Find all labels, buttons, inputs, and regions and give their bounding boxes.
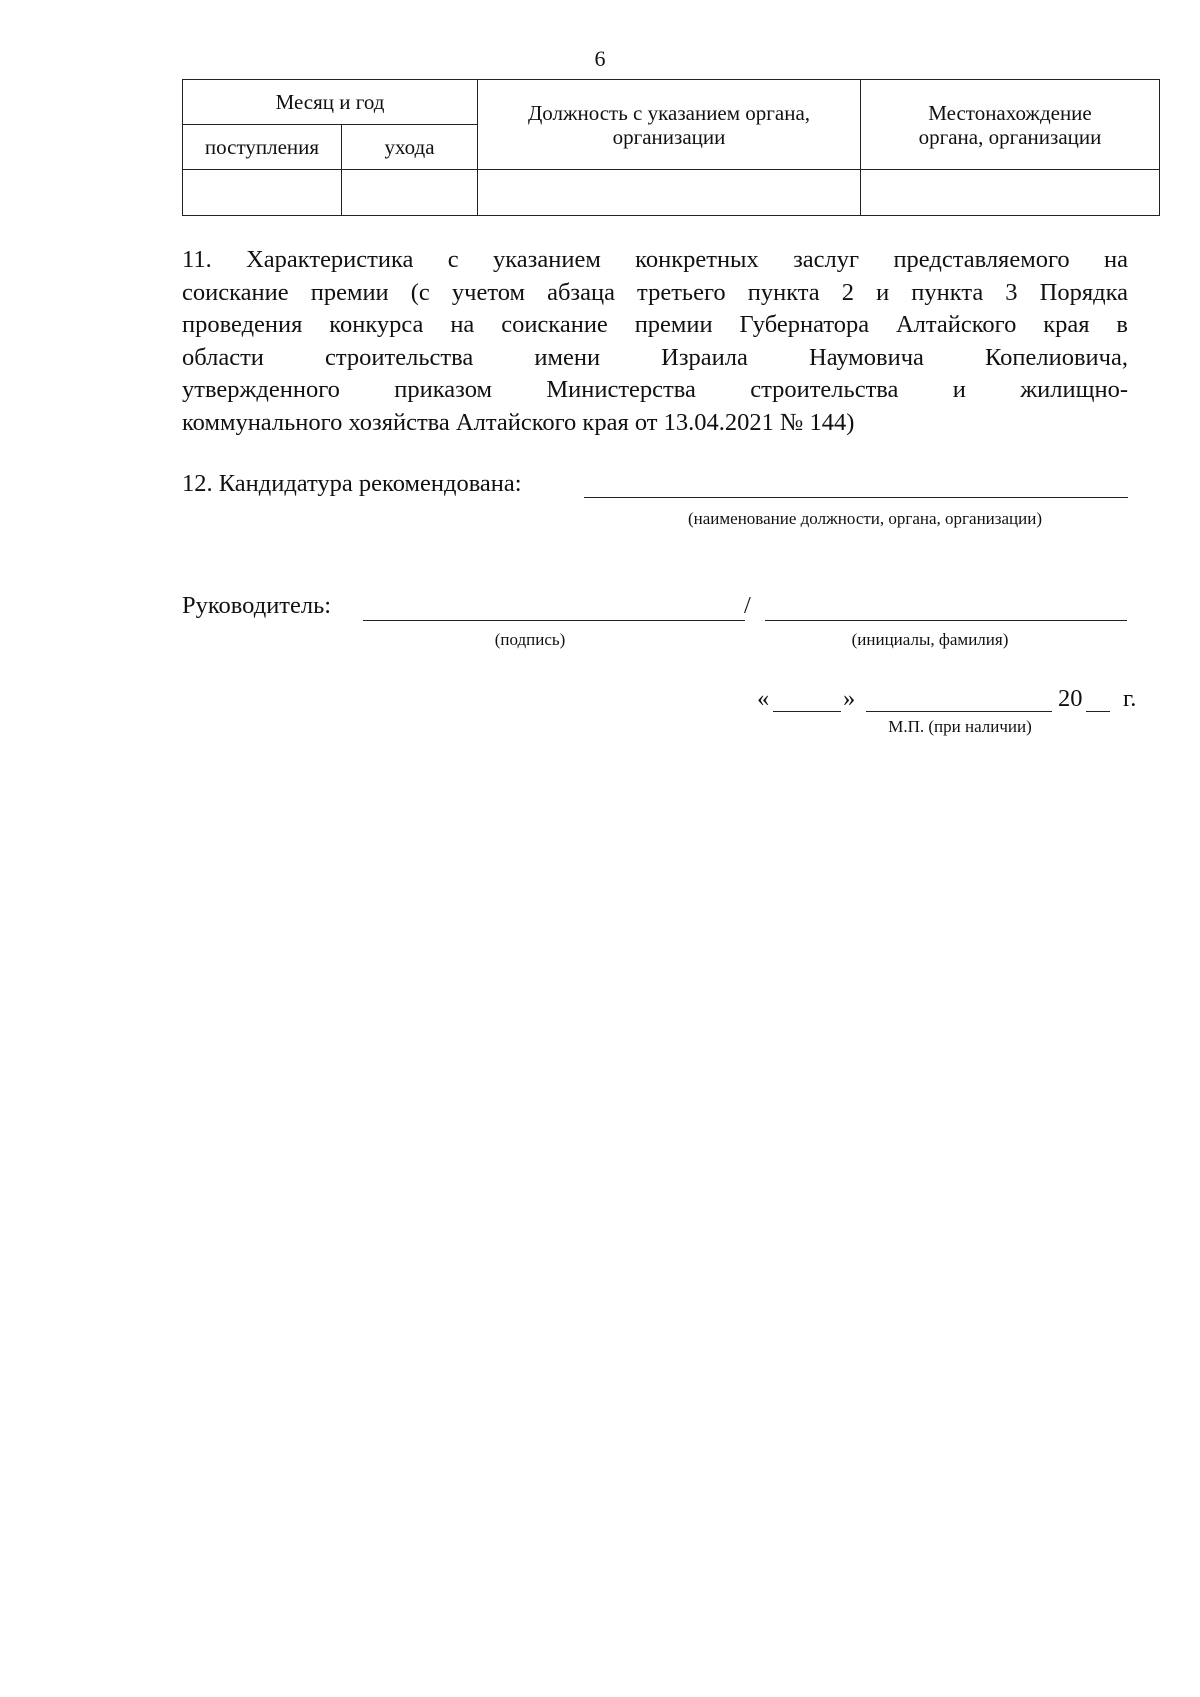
year-suffix: г. [1123, 685, 1137, 712]
item-11-line: утвержденного приказом Министерства строительства и жилищно- [182, 376, 1128, 403]
leave-cell[interactable] [342, 170, 478, 216]
page-number: 6 [594, 46, 606, 71]
entry-header: поступления [183, 125, 342, 170]
item-11-line: соискание премии (с учетом абзаца третьего пункта 2 и пункта 3 Порядка [182, 278, 1128, 306]
item-12-label: 12. Кандидатура рекомендована: [182, 470, 522, 497]
employment-table [182, 79, 1160, 216]
recommended-by-field[interactable] [584, 497, 1128, 498]
head-label: Руководитель: [182, 592, 332, 619]
entry-cell[interactable] [183, 170, 342, 216]
position-header-line2: организации [612, 124, 726, 149]
year-field[interactable] [1086, 711, 1110, 712]
position-header [478, 80, 861, 170]
item-11-line: области строительства имени Израила Наумовича Копелиовича, [182, 343, 1128, 371]
leave-header: ухода [342, 125, 478, 170]
signature-caption: (подпись) [494, 630, 566, 649]
name-field[interactable] [765, 620, 1127, 621]
signature-slash: / [744, 592, 751, 619]
stamp-caption: М.П. (при наличии) [888, 717, 1032, 736]
item-11-line: 11. Характеристика с указанием конкретных заслуг представляемого на [182, 246, 1128, 273]
item-11-line: коммунального хозяйства Алтайского края от 13.04.2021 № 144) [182, 408, 855, 436]
signature-field[interactable] [363, 620, 745, 621]
location-header-line2: органа, организации [918, 124, 1102, 149]
location-header [861, 80, 1160, 170]
name-caption: (инициалы, фамилия) [851, 630, 1009, 649]
item-12-caption: (наименование должности, органа, организации) [688, 509, 1042, 528]
item-11-paragraph [182, 244, 1128, 439]
year-prefix: 20 [1058, 685, 1083, 712]
item-11-line: проведения конкурса на соискание премии Губернатора Алтайского края в [182, 311, 1128, 338]
day-field[interactable] [773, 711, 841, 712]
location-cell[interactable] [861, 170, 1160, 216]
date-open-quote: « [757, 685, 770, 712]
month-year-header: Месяц и год [183, 80, 478, 125]
position-header-line1: Должность с указанием органа, [527, 100, 811, 125]
date-close-quote: » [843, 685, 856, 712]
month-field[interactable] [866, 711, 1052, 712]
position-cell[interactable] [478, 170, 861, 216]
location-header-line1: Местонахождение [928, 100, 1092, 125]
